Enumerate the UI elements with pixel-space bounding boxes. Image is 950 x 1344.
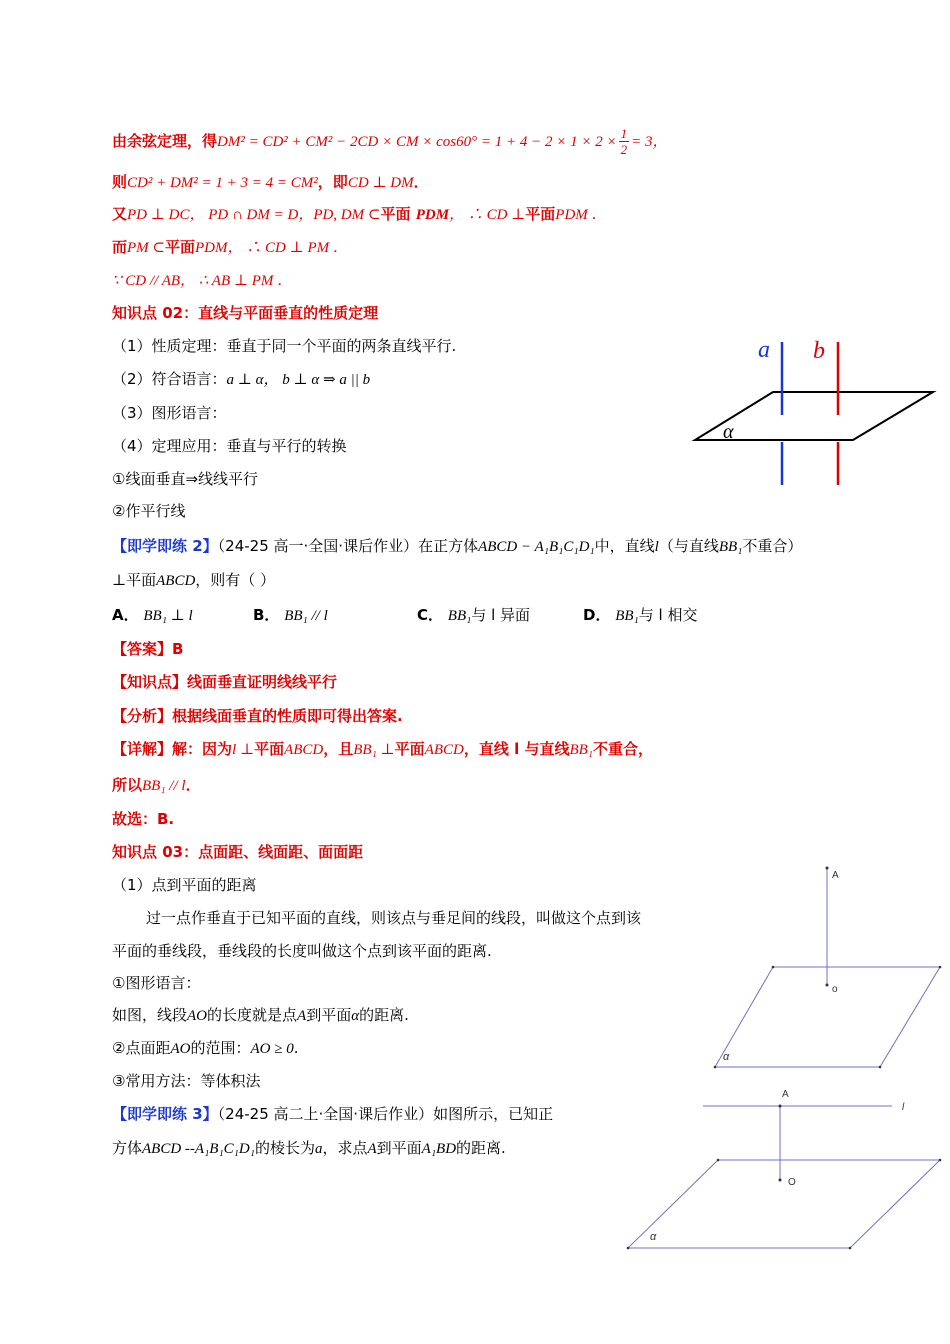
- proof-text: 而: [112, 238, 128, 256]
- detail-text: ，直线 l 与直线: [463, 740, 570, 758]
- kp02-item-2-math: a ⊥ α， b ⊥ α ⇒ a || b: [226, 372, 371, 388]
- label-b: b: [813, 338, 825, 364]
- label-o: o: [832, 984, 838, 995]
- exercise2-text: （24-25 高一·全国·课后作业）在正方体: [217, 537, 479, 555]
- kp03-range-text: ②点面距: [112, 1039, 171, 1057]
- exercise3-text: 方体: [112, 1139, 143, 1157]
- proof-text: 则: [112, 173, 128, 191]
- fraction-denominator: 2: [620, 142, 628, 157]
- exercise2-text: 中，直线: [594, 537, 655, 555]
- exercise2-math: ABCD: [156, 573, 196, 589]
- proof-math: ∵ CD // AB， ∴ AB ⊥ PM ．: [112, 273, 293, 289]
- plane-alpha-parallelogram: [628, 1160, 940, 1248]
- proof-math: CD ⊥ DM: [347, 175, 414, 191]
- analysis-line: 【分析】根据线面垂直的性质即可得出答案.: [112, 707, 403, 725]
- so-text: ．: [185, 776, 201, 794]
- kp03-example-text: 如图，线段: [112, 1006, 188, 1024]
- point-o-dot: [779, 1179, 782, 1182]
- detail-text: 平面: [254, 740, 285, 758]
- proof-text: 又: [112, 205, 128, 223]
- kp02-item-2-label: （2）符合语言：: [112, 370, 227, 388]
- option-a[interactable]: [112, 604, 193, 627]
- detail-tag: 【详解】: [112, 740, 173, 758]
- kp03-para-1: 过一点作垂直于已知平面的直线，则该点与垂足间的线段，叫做这个点到该: [146, 909, 642, 927]
- detail-math: BB₁ ⊥: [353, 742, 395, 758]
- label-l: l: [902, 1102, 905, 1113]
- point-a-dot: [826, 867, 829, 870]
- exercise3-math: a: [314, 1141, 323, 1157]
- exercise3-text: （24-25 高二上·全国·课后作业）如图所示，已知正: [217, 1105, 554, 1123]
- proof-text: ，即: [317, 173, 348, 191]
- detail-text: 解：因为: [172, 740, 233, 758]
- proof-math: PM ⊂: [127, 240, 165, 256]
- exercise3-text: 的距离.: [456, 1139, 506, 1157]
- kp03-para-2: 平面的垂线段，垂线段的长度叫做这个点到该平面的距离.: [112, 942, 492, 960]
- detail-math: l ⊥: [232, 742, 255, 758]
- exercise2-line-2: [112, 569, 275, 592]
- option-text: 与 l 异面: [471, 606, 531, 624]
- kp03-range: [112, 1037, 298, 1060]
- answer-line: 【答案】B: [112, 640, 184, 658]
- proof-math: PDM， ∴ CD ⊥ PM ．: [195, 240, 348, 256]
- option-key: B．: [253, 606, 280, 624]
- kp03-range-math: AO: [170, 1041, 191, 1057]
- kp03-example-math: A: [297, 1008, 307, 1024]
- so-math: BB₁ // l: [142, 778, 186, 794]
- kp03-range-math: AO ≥ 0: [250, 1041, 294, 1057]
- so-text: 所以: [112, 776, 143, 794]
- fraction-half: [619, 126, 630, 157]
- proof-math: PDM ．: [555, 207, 607, 223]
- proof-line-1: [112, 126, 667, 157]
- so-line: [112, 774, 201, 797]
- proof-math: PDM: [415, 207, 450, 223]
- proof-text: 平面: [525, 205, 556, 223]
- kp02-heading: 知识点 02：直线与平面垂直的性质定理: [112, 304, 379, 322]
- exercise2-tag: 【即学即练 2】: [112, 537, 218, 555]
- kp03-method: ③常用方法：等体积法: [112, 1072, 261, 1090]
- option-math: BB₁: [447, 608, 472, 624]
- exercise2-math: l: [654, 539, 659, 555]
- label-alpha: α: [723, 421, 734, 443]
- option-key: A．: [112, 606, 139, 624]
- point-a-dot: [779, 1105, 782, 1108]
- exercise3-math: A: [367, 1141, 377, 1157]
- plane-corner-dot: [939, 966, 942, 969]
- exercise2-math: ⊥: [112, 573, 127, 589]
- detail-text: 平面: [394, 740, 425, 758]
- exercise3-line-1: [112, 1103, 553, 1125]
- kp03-example-math: AO: [187, 1008, 208, 1024]
- option-text: 与 l 相交: [638, 606, 698, 624]
- fraction-numerator: 1: [620, 126, 628, 141]
- exercise3-text: 的棱长为: [254, 1139, 315, 1157]
- exercise2-math: BB₁: [718, 539, 743, 555]
- line-plane-distance-figure: [620, 1085, 945, 1250]
- option-c[interactable]: [417, 604, 530, 627]
- proof-line-3: [112, 203, 607, 226]
- kp03-example-text: 的长度就是点: [207, 1006, 298, 1024]
- kp03-figure-language: ①图形语言：: [112, 974, 201, 992]
- exercise2-text: ，则有（ ）: [195, 571, 276, 589]
- detail-math: ABCD: [424, 742, 464, 758]
- proof-line-5: [112, 269, 292, 292]
- kp03-example-text: 的距离.: [359, 1006, 409, 1024]
- proof-math: PD ⊥ DC， PD ∩ DM = D，PD, DM ⊂: [127, 207, 381, 223]
- plane-corner-dot: [849, 1247, 852, 1250]
- proof-text: 由余弦定理，得: [112, 132, 218, 150]
- kp02-item-3: （3）图形语言：: [112, 404, 227, 422]
- kp02-item-2: [112, 368, 370, 391]
- detail-text: ，且: [323, 740, 354, 758]
- kp02-item-1: （1）性质定理：垂直于同一个平面的两条直线平行.: [112, 337, 457, 355]
- exercise2-line-1: [112, 535, 802, 558]
- exercise2-math: ABCD − A₁B₁C₁D₁: [478, 539, 595, 555]
- label-a: A: [832, 870, 839, 881]
- option-math: BB₁: [615, 608, 639, 624]
- plane-corner-dot: [627, 1247, 630, 1250]
- exercise2-text: 平面: [126, 571, 157, 589]
- knowledge-point-line: 【知识点】线面垂直证明线线平行: [112, 673, 338, 691]
- exercise3-text: 到平面: [376, 1139, 422, 1157]
- kp02-item-4: （4）定理应用：垂直与平行的转换: [112, 437, 347, 455]
- label-a: a: [758, 337, 770, 363]
- label-o: O: [788, 1177, 796, 1188]
- kp03-example: [112, 1004, 409, 1027]
- kp03-sub-1: （1）点到平面的距离: [112, 876, 257, 894]
- detail-math: ABCD: [284, 742, 324, 758]
- label-a: A: [782, 1089, 789, 1100]
- point-plane-distance-figure: [705, 860, 945, 1075]
- kp03-heading: 知识点 03：点面距、线面距、面面距: [112, 843, 364, 861]
- exercise3-math: A₁BD: [421, 1141, 457, 1157]
- point-o-dot: [826, 984, 829, 987]
- parallel-lines-figure: [693, 335, 943, 495]
- option-b[interactable]: [253, 604, 328, 627]
- detail-text: 不重合，: [593, 740, 654, 758]
- detail-math: BB₁: [569, 742, 593, 758]
- exercise2-text: 不重合）: [742, 537, 803, 555]
- exercise3-text: ，求点: [322, 1139, 368, 1157]
- label-alpha: α: [650, 1231, 657, 1243]
- option-key: D．: [583, 606, 611, 624]
- plane-corner-dot: [717, 1159, 720, 1162]
- proof-text: ．: [413, 173, 429, 191]
- kp03-range-text: .: [293, 1039, 299, 1057]
- proof-line-2: [112, 171, 429, 194]
- plane-corner-dot: [772, 966, 775, 969]
- proof-text: 平面: [380, 205, 411, 223]
- proof-math: DM² = CD² + CM² − 2CD × CM × cos60° = 1 + 4 − 2 × 1 × 2 ×: [217, 134, 617, 150]
- kp03-range-text: 的范围：: [190, 1039, 251, 1057]
- proof-line-4: [112, 236, 348, 259]
- plane-corner-dot: [939, 1159, 942, 1162]
- kp03-example-math: α: [351, 1008, 360, 1024]
- kp02-item-5: ①线面垂直⇒线线平行: [112, 470, 259, 488]
- proof-math: = 3，: [631, 134, 668, 150]
- label-alpha: α: [723, 1051, 730, 1063]
- detail-line: [112, 738, 653, 761]
- kp02-item-6: ②作平行线: [112, 502, 186, 520]
- plane-corner-dot: [714, 1066, 717, 1069]
- proof-math: ， ∴ CD ⊥: [449, 207, 526, 223]
- proof-text: 平面: [165, 238, 196, 256]
- exercise3-line-2: [112, 1137, 506, 1160]
- exercise3-math: ABCD --A₁B₁C₁D₁: [142, 1141, 255, 1157]
- plane-corner-dot: [879, 1066, 882, 1069]
- option-math: BB₁ // l: [284, 608, 328, 624]
- choose-line: 故选：B.: [112, 810, 175, 828]
- kp03-example-text: 到平面: [306, 1006, 352, 1024]
- exercise2-text: （与直线: [658, 537, 719, 555]
- option-math: BB₁ ⊥ l: [143, 608, 193, 624]
- option-key: C．: [417, 606, 444, 624]
- exercise3-tag: 【即学即练 3】: [112, 1105, 218, 1123]
- option-d[interactable]: [583, 604, 698, 627]
- proof-math: CD² + DM² = 1 + 3 = 4 = CM²: [127, 175, 318, 191]
